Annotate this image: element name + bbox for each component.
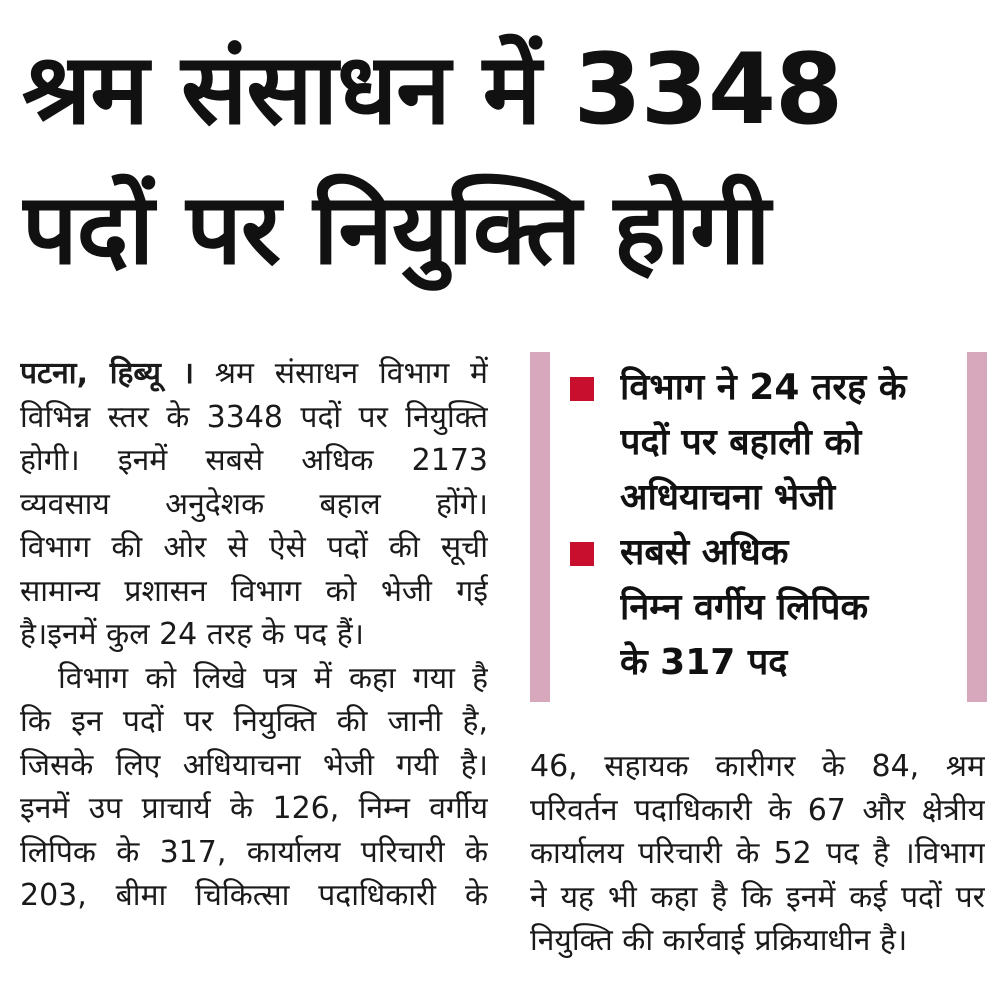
bullet-square-icon	[570, 377, 594, 401]
highlight-bullets	[570, 360, 960, 690]
article-left-column	[20, 352, 488, 918]
article-line: होगी। इनमें सबसे अधिक 2173	[20, 443, 488, 478]
highlight-line: के 317 पद	[620, 642, 788, 683]
headline-line-2: पदों पर नियुक्ति होगी	[22, 173, 770, 287]
article-line: परिवर्तन पदाधिकारी के 67 और क्षेत्रीय	[530, 792, 985, 828]
highlight-line: विभाग ने 24 तरह के	[620, 367, 907, 408]
article-line: सामान्य प्रशासन विभाग को भेजी गई	[20, 573, 488, 609]
sidebar-bar-left	[530, 352, 550, 702]
highlight-line: अधियाचना भेजी	[620, 477, 836, 518]
article-line: लिपिक के 317, कार्यालय परिचारी के	[20, 834, 488, 870]
article-line: व्यवसाय अनुदेशक बहाल होंगे।	[20, 486, 488, 522]
highlight-line: निम्न वर्गीय लिपिक	[620, 587, 869, 628]
highlight-item	[570, 525, 960, 690]
article-line: नियुक्ति की कार्रवाई प्रक्रियाधीन है।	[530, 923, 908, 958]
headline-line-1: श्रम संसाधन में 3348	[22, 33, 843, 147]
article-line: कार्यालय परिचारी के 52 पद है ।विभाग	[530, 836, 985, 871]
article-line: जिसके लिए अधियाचना भेजी गयी है।	[20, 747, 488, 783]
article-right-column	[530, 745, 985, 963]
article-line: है।इनमें कुल 24 तरह के पद हैं।	[20, 617, 365, 652]
highlight-item	[570, 360, 960, 525]
article-line: 46, सहायक कारीगर के 84, श्रम	[530, 749, 985, 784]
article-line: इनमें उप प्राचार्य के 126, निम्न वर्गीय	[20, 791, 488, 826]
highlight-line: पदों पर बहाली को	[620, 422, 862, 463]
article-line: विभिन्न स्तर के 3348 पदों पर नियुक्ति	[20, 399, 488, 435]
article-line: 203, बीमा चिकित्सा पदाधिकारी के	[20, 878, 488, 913]
article-line: विभाग की ओर से ऐसे पदों की सूची	[20, 530, 488, 565]
article-line: श्रम संसाधन विभाग में	[214, 356, 488, 391]
sidebar-bar-right	[967, 352, 987, 702]
highlight-box	[530, 352, 987, 710]
bullet-square-icon	[570, 542, 594, 566]
headline	[22, 20, 962, 300]
article-line: ने यह भी कहा है कि इनमें कई पदों पर	[530, 879, 985, 915]
article-line: विभाग को लिखे पत्र में कहा गया है	[58, 660, 488, 696]
highlight-line: सबसे अधिक	[620, 532, 789, 573]
dateline: पटना, हिब्यू ।	[20, 356, 194, 391]
article-line: कि इन पदों पर नियुक्ति की जानी है,	[20, 704, 488, 739]
article-line-first	[20, 352, 488, 396]
